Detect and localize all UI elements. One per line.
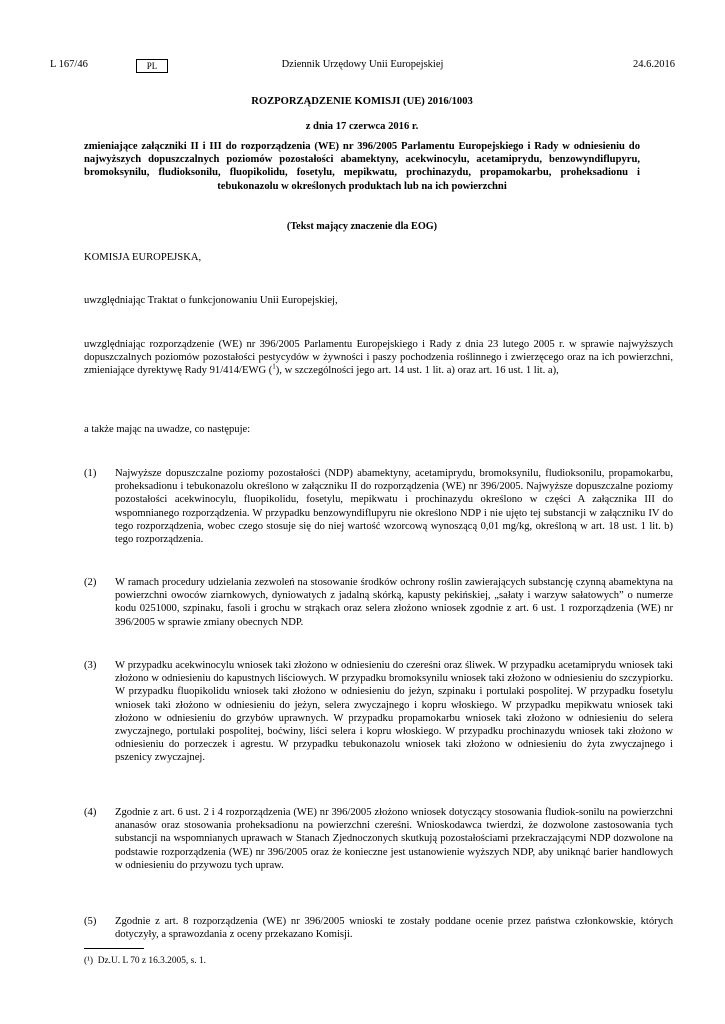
- regulation-date: z dnia 17 czerwca 2016 r.: [305, 121, 419, 132]
- journal-title: Dziennik Urzędowy Unii Europejskiej: [281, 59, 444, 70]
- whereas-line: a także mając na uwadze, co następuje:: [84, 424, 251, 435]
- language-badge: PL: [136, 59, 168, 73]
- footnote: [84, 955, 206, 967]
- commission-line: KOMISJA EUROPEJSKA,: [84, 252, 202, 263]
- journal-reference: L 167/46: [50, 59, 88, 70]
- recital-text: Zgodnie z art. 8 rozporządzenia (WE) nr 396/2005 wnioski te zostały poddane ocenie przez państwa członkowskie, których dotyczyły, a sprawozdania z oceny przekazano Komisji.: [115, 916, 673, 941]
- recital-number: (5): [84, 916, 97, 927]
- page-header: [50, 59, 675, 75]
- recital-number: (1): [84, 468, 97, 479]
- recital-number: (3): [84, 660, 97, 671]
- recital-number: (2): [84, 577, 97, 588]
- recital-text: W ramach procedury udzielania zezwoleń na stosowanie środków ochrony roślin zawierających substancję czynną abamektyna na powierzchni owoców ziarnkowych, dyniowatych z jadalną skórką, kapusty pekińskiej, „sałaty i warzyw sałatowych” o numerze kodu 0251000, szpinaku, fasoli i grochu w strąkach oraz selera złożono wniosek zgodnie z art. 6 ust. 1 rozporządzenia (WE) nr 396/2005 w sprawie zmiany obecnych NDP.: [115, 577, 673, 628]
- recital-text: W przypadku acekwinocylu wniosek taki złożono w odniesieniu do czereśni oraz śliwek. W przypadku acetamiprydu wniosek taki złożono w odniesieniu do kapustnych liściowych. W przypadku bromoksynilu wniosek taki złożono w odniesieniu do szczypiorku. W przypadku fluopikolidu wniosek taki złożono w odniesieniu do jeżyn, szpinaku i portulaki pospolitej. W przypadku fosetylu wniosek taki złożono w odniesieniu do jeżyn, selera zwyczajnego i kopru włoskiego. W przypadku mepikwatu wniosek taki złożono w odniesieniu do grzybów uprawnych. W przypadku propamokarbu wniosek taki złożono w odniesieniu do selera zwyczajnego, portulaki pospolitej, boćwiny, liści selera i kopru włoskiego. W przypadku prochinazydu wniosek taki złożono w odniesieniu do porzeczek i agrestu. W przypadku tebukonazolu wniosek taki złożono w odniesieniu do żyta zwyczajnego i pszenicy zwyczajnej.: [115, 660, 673, 764]
- treaty-clause: uwzględniając Traktat o funkcjonowaniu Unii Europejskiej,: [84, 295, 338, 306]
- recital-text: Najwyższe dopuszczalne poziomy pozostałości (NDP) abamektyny, acetamiprydu, bromoksynilu, fludioksonilu, propamokarbu, proheksadionu i tebukonazolu określono w załączniku II do rozporządzenia (WE) nr 396/2005. Najwyższe dopuszczalne poziomy pozostałości acekwinocylu, fluopikolidu, fosetylu, mepikwatu i prochinazydu określono w części A załącznika III do wspomnianego rozporządzenia. W przypadku benzowyndiflupyru nie określono NDP i nie ujęto tej substancji w załączniku IV do tego rozporządzenia, wobec czego stosuje się do niej wartość wzorcową wynoszącą 0,01 mg/kg, określoną w art. 18 ust. 1 lit. b) tego rozporządzenia.: [115, 468, 673, 546]
- eea-relevance: (Tekst mający znaczenie dla EOG): [286, 221, 438, 232]
- regulation-clause-text-b: ), w szczególności jego art. 14 ust. 1 lit. a) oraz art. 16 ust. 1 lit. a),: [275, 365, 559, 377]
- footnote-ref: 1: [272, 362, 276, 371]
- footnote-text: Dz.U. L 70 z 16.3.2005, s. 1.: [97, 956, 206, 966]
- recital-number: (4): [84, 807, 97, 818]
- regulation-clause: [84, 338, 673, 378]
- footnote-divider: [84, 948, 144, 949]
- regulation-clause-text-a: uwzględniając rozporządzenie (WE) nr 396/2005 Parlamentu Europejskiego i Rady z dnia 23 lutego 2005 r. w sprawie najwyższych dopuszczalnych poziomów pozostałości pestycydów w żywności i paszy pochodzenia roślinnego i zwierzęcego oraz na ich powierzchni, zmieniające dyrektywę Rady 91/414/EWG (: [84, 339, 673, 377]
- footnote-mark: (¹): [84, 956, 94, 966]
- publication-date: 24.6.2016: [633, 59, 675, 70]
- recital-text: Zgodnie z art. 6 ust. 2 i 4 rozporządzenia (WE) nr 396/2005 złożono wniosek dotyczący stosowania fludiok-sonilu na powierzchni ananasów oraz stosowania proheksadionu na powierzchni czereśni. Wnioskodawca twierdzi, że dozwolone zastosowania tych substancji na wspomnianych uprawach w Stanach Zjednoczonych skutkują pozostałościami przekraczającymi NDP dozwolone na podstawie rozporządzenia (WE) nr 396/2005 oraz że konieczne jest ustanowienie wyższych NDP, aby uniknąć barier handlowych w odniesieniu do przywozu tych upraw.: [115, 807, 673, 871]
- regulation-title: ROZPORZĄDZENIE KOMISJI (UE) 2016/1003: [251, 96, 473, 107]
- regulation-subject: zmieniające załączniki II i III do rozporządzenia (WE) nr 396/2005 Parlamentu Europejskiego i Rady w odniesieniu do najwyższych dopuszczalnych poziomów pozostałości abamektyny, acekwinocylu, acetamiprydu, benzowyndiflupyru, bromoksynilu, fludioksonilu, fluopikolidu, fosetylu, mepikwatu, prochinazydu, propamokarbu, proheksadionu i tebukonazolu w określonych produktach lub na ich powierzchni: [84, 141, 640, 192]
